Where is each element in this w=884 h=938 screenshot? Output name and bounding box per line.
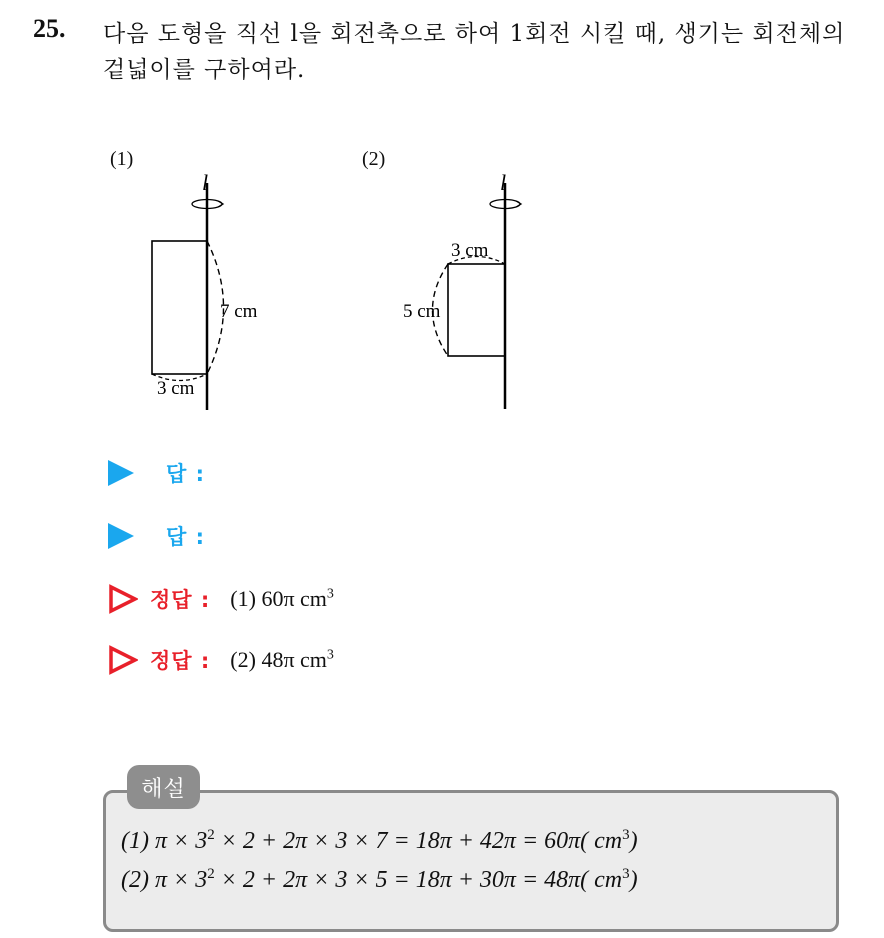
solution-line-2: (2) $\pi \times 3^2 \times 2 + 2\pi \times 3 \times 5 = 18\pi + 30\pi = 48\pi$( $cm^3$) [121, 866, 638, 893]
answer-row-1 [108, 453, 205, 493]
solution-line-1: (1) $\pi \times 3^2 \times 2 + 2\pi \times 3 \times 7 = 18\pi + 42\pi = 60\pi$( $cm^3$) [121, 827, 638, 854]
outline-triangle-icon [108, 645, 138, 675]
rectangle-shape [152, 241, 207, 374]
correct-answer-value: (1) 60π $cm^3$ [230, 586, 334, 611]
answer-row-2 [108, 516, 205, 556]
question-text: 다음 도형을 직선 l을 회전축으로 하여 1회전 시킬 때, 생기는 회전체의 겉넓이를 구하여라. [103, 21, 846, 83]
correct-answer-label: 정답 : [150, 649, 211, 673]
play-triangle-icon [108, 523, 134, 549]
axis-label-l: l [202, 170, 209, 195]
height-label: 5 cm [403, 301, 441, 322]
height-label: 7 cm [220, 301, 258, 322]
outline-triangle-icon [108, 584, 138, 614]
correct-answer-row-2 [108, 640, 334, 680]
correct-answer-value: (2) 48π $cm^3$ [230, 647, 334, 672]
width-label: 3 cm [157, 378, 195, 399]
figure-2-label: (2) [362, 148, 386, 170]
play-triangle-icon [108, 460, 134, 486]
figure-2-diagram [395, 165, 535, 415]
figure-1-diagram [130, 165, 260, 415]
answer-label: 답 : [166, 462, 205, 486]
figure-1-label: (1) [110, 148, 134, 170]
rectangle-shape [448, 264, 505, 356]
solution-tag: 해설 [127, 765, 200, 809]
width-label: 3 cm [451, 240, 489, 261]
solution-box [103, 790, 839, 932]
axis-label-l: l [500, 170, 507, 195]
correct-answer-label: 정답 : [150, 588, 211, 612]
correct-answer-row-1 [108, 579, 334, 619]
question-number: 25. [33, 14, 66, 43]
answer-label: 답 : [166, 525, 205, 549]
